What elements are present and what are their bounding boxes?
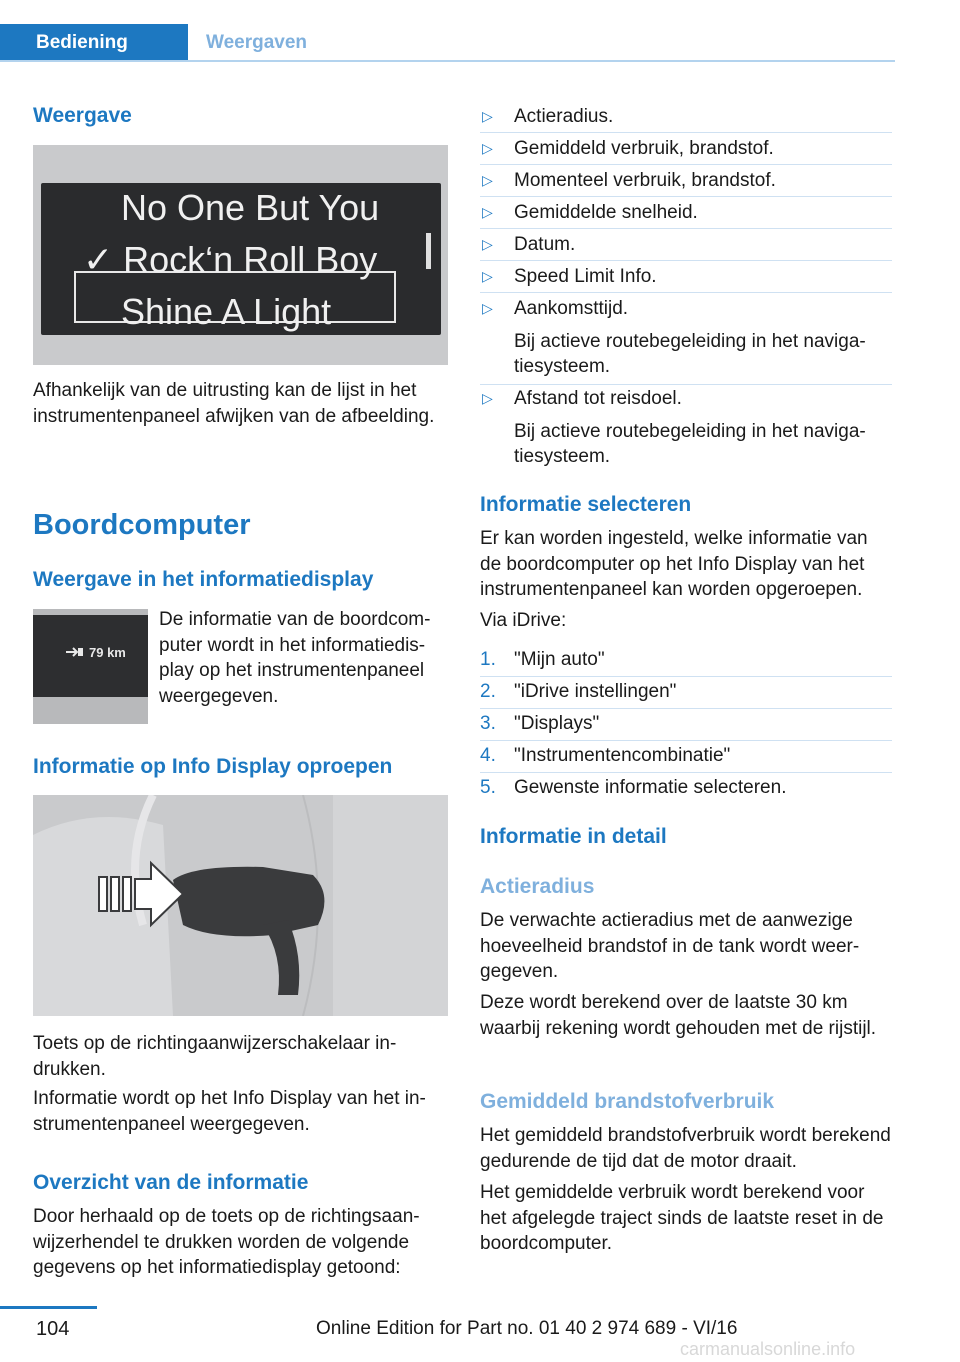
selecteren-heading: Informatie selecteren (480, 493, 692, 516)
triangle-bullet-icon: ▷ (482, 236, 493, 252)
step-number: 5. (480, 777, 496, 798)
bullet-text: Speed Limit Info. (514, 266, 657, 287)
list-item (480, 711, 786, 743)
boordcomputer-title: Boordcomputer (33, 509, 251, 541)
afhankelijk-text: Afhankelijk van de uitrusting kan de lijst in het instrumentenpaneel afwijken van de afbeelding. (33, 380, 435, 427)
step-text: "Instrumentencombinatie" (514, 745, 731, 766)
page-number: 104 (36, 1318, 70, 1340)
list-divider (480, 260, 892, 261)
step-number: 2. (480, 681, 496, 702)
gemiddeld-heading: Gemiddeld brandstofverbruik (480, 1090, 775, 1113)
list-divider (480, 708, 892, 709)
km-display-image (33, 609, 148, 724)
footer-accent-line (0, 1306, 97, 1309)
list-item (480, 743, 786, 775)
weergave-heading: Weergave (33, 104, 132, 127)
list-item (480, 647, 786, 679)
info-intro-text: De informatie van de boordcomputer wordt in het informatiedisplay op het instrumentenpaneel weergegeven. (159, 609, 431, 707)
header-tabs (0, 24, 325, 62)
bullet-text: Actieradius. (514, 106, 614, 127)
triangle-bullet-icon: ▷ (482, 140, 493, 156)
km-display-panel (33, 615, 148, 697)
display-line-2: ✓ Rock‘n Roll Boy (83, 239, 378, 280)
weergave-info-heading: Weergave in het informatiedisplay (33, 568, 374, 591)
step-text: "Displays" (514, 713, 600, 734)
display-panel (41, 183, 441, 335)
list-divider (480, 132, 892, 133)
list-item (480, 775, 786, 807)
overzicht-heading: Overzicht van de informatie (33, 1171, 309, 1194)
bullet-text: Momenteel verbruik, brandstof. (514, 170, 776, 191)
gemiddeld-text-2: Het gemiddelde verbruik wordt berekend voor het afgelegde traject sinds de laatste reset in de boordcomputer. (480, 1182, 884, 1254)
step-number: 1. (480, 649, 496, 670)
overzicht-text: Door herhaald op de toets op de richtingsaanwijzerhendel te drukken worden de volgende gegevens op het informatiedisplay getoond: (33, 1206, 420, 1278)
list-divider (480, 676, 892, 677)
list-divider (480, 196, 892, 197)
list-divider (480, 164, 892, 165)
selecteren-text: Er kan worden ingesteld, welke informatie van de boordcomputer op het Info Display van het instrumentenpaneel kan worden opgeroepen. (480, 528, 868, 600)
triangle-bullet-icon: ▷ (482, 172, 493, 188)
tab-weergaven[interactable]: Weergaven (188, 24, 325, 62)
bullet-text: Datum. (514, 234, 576, 255)
info-bullet-list (480, 104, 892, 476)
header-divider (0, 60, 895, 62)
tab-bediening[interactable]: Bediening (0, 24, 188, 62)
step-text: "Mijn auto" (514, 649, 605, 670)
via-idrive-text: Via iDrive: (480, 610, 567, 631)
triangle-bullet-icon: ▷ (482, 268, 493, 284)
list-divider (480, 292, 892, 293)
step-text: "iDrive instellingen" (514, 681, 677, 702)
triangle-bullet-icon: ▷ (482, 108, 493, 124)
edition-text: Online Edition for Part no. 01 40 2 974 689 - VI/16 (316, 1318, 738, 1339)
list-item (480, 386, 892, 476)
watermark-text: carmanualsonline.info (680, 1339, 856, 1359)
list-divider (480, 772, 892, 773)
display-scrollbar (426, 233, 431, 269)
bullet-subtext: Bij actieve routebegeleiding in het navigatiesysteem. (514, 420, 866, 467)
step-number: 4. (480, 745, 496, 766)
actieradius-heading: Actieradius (480, 875, 595, 898)
oproepen-heading: Informatie op Info Display oproepen (33, 755, 393, 778)
bullet-text: Gemiddeld verbruik, brandstof. (514, 138, 774, 159)
step-number: 3. (480, 713, 496, 734)
list-divider (480, 740, 892, 741)
steps-list (480, 647, 786, 807)
step-text: Gewenste informatie selecteren. (514, 777, 787, 798)
bullet-text: Aankomsttijd. (514, 298, 629, 319)
list-item (480, 296, 892, 386)
stalk-illustration (33, 795, 448, 1016)
triangle-bullet-icon: ▷ (482, 300, 493, 316)
list-divider (480, 228, 892, 229)
list-divider (480, 384, 892, 385)
gemiddeld-text-1: Het gemiddeld brandstofverbruik wordt berekend gedurende de tijd dat de motor draait. (480, 1125, 891, 1172)
triangle-bullet-icon: ▷ (482, 390, 493, 406)
toets-text: Toets op de richtingaanwijzerschakelaar indrukken. (33, 1033, 397, 1080)
display-line-3: Shine A Light (121, 291, 332, 332)
list-item (480, 679, 786, 711)
turn-signal-stalk-image (33, 795, 448, 1016)
actieradius-text-2: Deze wordt berekend over de laatste 30 km waarbij rekening wordt gehouden met de rijstijl. (480, 992, 877, 1039)
actieradius-text-1: De verwachte actieradius met de aanwezige hoeveelheid brandstof in de tank wordt weergegeven. (480, 910, 860, 982)
triangle-bullet-icon: ▷ (482, 204, 493, 220)
display-list-image (33, 145, 448, 365)
bullet-text: Gemiddelde snelheid. (514, 202, 698, 223)
range-arrow-icon (65, 645, 85, 659)
bullet-text: Afstand tot reisdoel. (514, 388, 682, 409)
display-line-1: No One But You (121, 187, 380, 228)
bullet-subtext: Bij actieve routebegeleiding in het navigatiesysteem. (514, 330, 866, 377)
km-readout: 79 km (89, 645, 126, 660)
informatie-text: Informatie wordt op het Info Display van het instrumentenpaneel weergegeven. (33, 1088, 426, 1135)
detail-heading: Informatie in detail (480, 825, 667, 848)
